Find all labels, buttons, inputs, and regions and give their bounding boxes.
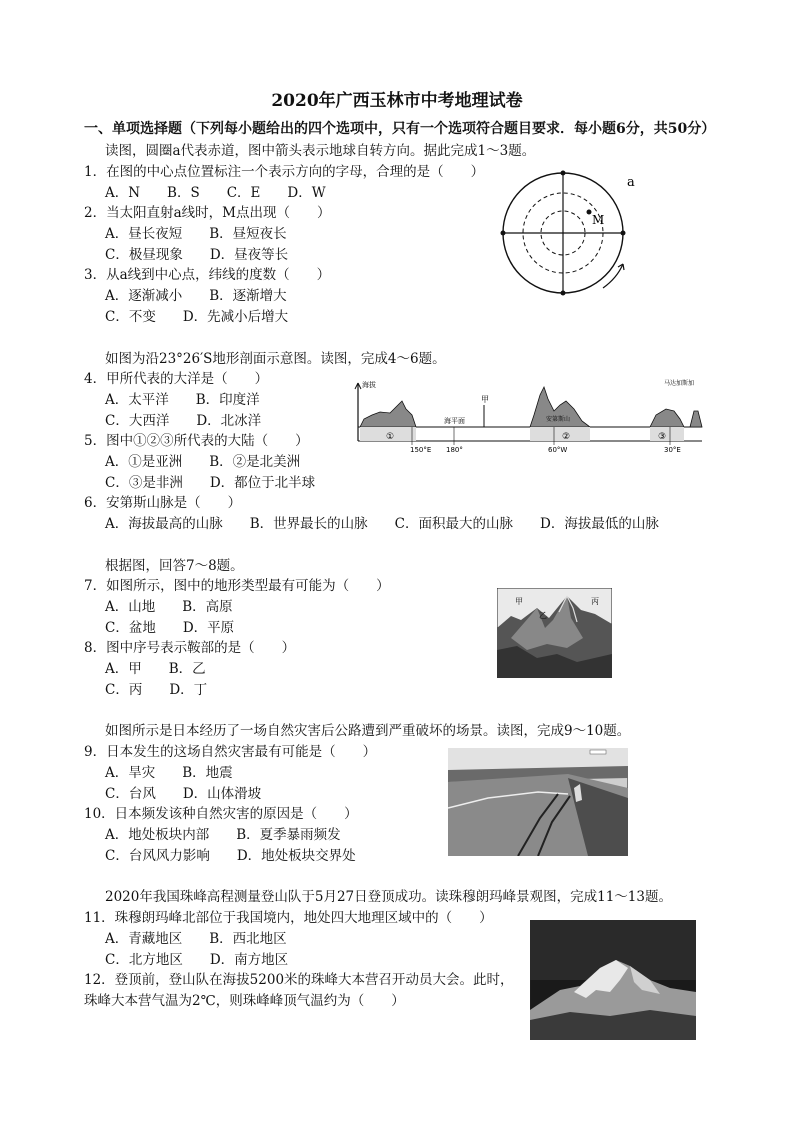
question-12-continued: 珠峰大本营气温为2℃，则珠峰峰顶气温约为（ ） — [84, 993, 405, 1009]
label-a: a — [627, 175, 635, 190]
question-7-options-ab: A．山地 B．高原 — [105, 599, 233, 615]
everest-photo — [530, 920, 696, 1040]
question-8-options-ab: A．甲 B．乙 — [105, 661, 206, 677]
question-3: 3．从a线到中心点，纬线的度数（ ） — [84, 267, 331, 283]
terrain-profile-figure — [350, 375, 710, 455]
intro-4: 如图所示是日本经历了一场自然灾害后公路遭到严重破坏的场景。读图，完成9～10题。 — [105, 723, 631, 739]
question-8: 8．图中序号表示鞍部的是（ ） — [84, 640, 296, 656]
intro-2: 如图为沿23°26′S地形剖面示意图。读图，完成4～6题。 — [105, 351, 446, 367]
label-altitude: 海拔 — [362, 381, 376, 389]
label-jia: 甲 — [481, 395, 489, 404]
question-4: 4．甲所代表的大洋是（ ） — [84, 371, 269, 387]
label-andes: 安第斯山 — [546, 416, 571, 423]
question-5-options-ab: A．①是亚洲 B．②是北美洲 — [105, 454, 301, 470]
question-3-options-cd: C．不变 D．先减小后增大 — [105, 309, 289, 325]
question-7-options-cd: C．盆地 D．平原 — [105, 620, 235, 636]
question-12: 12．登顶前，登山队在海拔5200米的珠峰大本营召开动员大会。此时， — [84, 972, 514, 988]
question-4-options-cd: C．大西洋 D．北冰洋 — [105, 413, 262, 429]
question-9: 9．日本发生的这场自然灾害最有可能是（ ） — [84, 744, 377, 760]
label-30e: 30°E — [664, 446, 681, 454]
question-2: 2．当太阳直射a线时，M点出现（ ） — [84, 205, 331, 221]
label-bing-photo: 丙 — [591, 597, 599, 606]
label-continent-1: ① — [386, 432, 395, 442]
question-3-options-ab: A．逐渐减小 B．逐渐增大 — [105, 288, 287, 304]
label-60w: 60°W — [548, 446, 568, 454]
label-continent-2: ② — [562, 432, 571, 442]
question-1-options: A．N B．S C．E D．W — [105, 185, 326, 201]
question-11-options-cd: C．北方地区 D．南方地区 — [105, 952, 289, 968]
question-6-options: A．海拔最高的山脉 B．世界最长的山脉 C．面积最大的山脉 D．海拔最低的山脉 — [105, 516, 659, 532]
label-yi-photo: 乙 — [539, 611, 547, 620]
label-m: M — [592, 213, 605, 227]
section-heading: 一、单项选择题（下列每小题给出的四个选项中，只有一个选项符合题目要求．每小题6分，共50分） — [84, 121, 716, 137]
label-150e: 150°E — [410, 446, 432, 454]
question-9-options-cd: C．台风 D．山体滑坡 — [105, 786, 262, 802]
question-5-options-cd: C．③是非洲 D．都位于北半球 — [105, 475, 316, 491]
question-8-options-cd: C．丙 D．丁 — [105, 682, 208, 698]
question-6: 6．安第斯山脉是（ ） — [84, 495, 242, 511]
question-10: 10．日本频发该种自然灾害的原因是（ ） — [84, 806, 358, 822]
label-continent-3: ③ — [658, 432, 667, 442]
question-11-options-ab: A．青藏地区 B．西北地区 — [105, 931, 287, 947]
question-5: 5．图中①②③所代表的大陆（ ） — [84, 433, 309, 449]
damaged-road-photo — [448, 748, 628, 856]
intro-5: 2020年我国珠峰高程测量登山队于5月27日登顶成功。读珠穆朗玛峰景观图，完成11～13题。 — [105, 889, 672, 905]
label-180: 180° — [446, 446, 463, 454]
mountain-photo — [497, 588, 612, 678]
question-9-options-ab: A．旱灾 B．地震 — [105, 765, 233, 781]
equator-circle-figure — [495, 170, 635, 300]
intro-3: 根据图，回答7～8题。 — [105, 558, 244, 574]
label-sea-level: 海平面 — [444, 417, 465, 425]
question-7: 7．如图所示，图中的地形类型最有可能为（ ） — [84, 578, 390, 594]
intro-1: 读图，圆圈a代表赤道，图中箭头表示地球自转方向。据此完成1～3题。 — [105, 143, 536, 159]
question-11: 11．珠穆朗玛峰北部位于我国境内，地处四大地理区域中的（ ） — [84, 910, 493, 926]
page-title: 2020年广西玉林市中考地理试卷 — [271, 91, 523, 111]
question-10-options-cd: C．台风风力影响 D．地处板块交界处 — [105, 848, 356, 864]
question-1: 1．在图的中心点位置标注一个表示方向的字母，合理的是（ ） — [84, 164, 485, 180]
question-10-options-ab: A．地处板块内部 B．夏季暴雨频发 — [105, 827, 341, 843]
label-jia-photo: 甲 — [515, 597, 523, 606]
question-2-options-cd: C．极昼现象 D．昼夜等长 — [105, 247, 289, 263]
question-2-options-ab: A．昼长夜短 B．昼短夜长 — [105, 226, 287, 242]
label-madagascar: 马达加斯加 — [664, 380, 695, 387]
question-4-options-ab: A．太平洋 B．印度洋 — [105, 392, 260, 408]
